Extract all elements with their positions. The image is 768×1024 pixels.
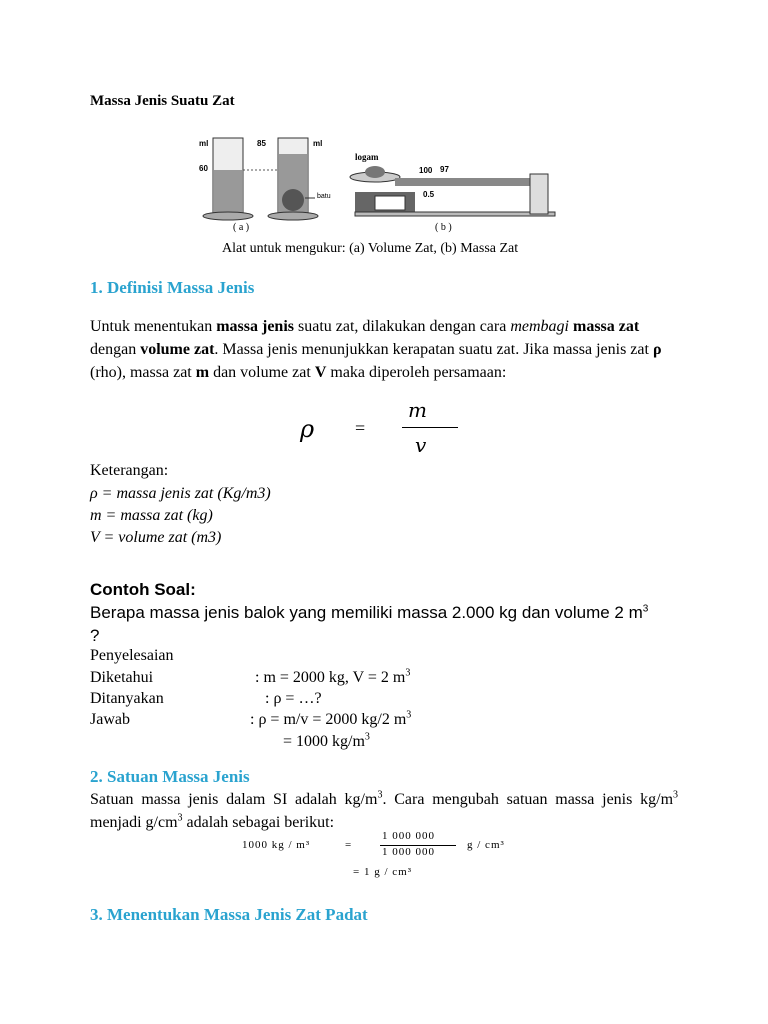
heading-satuan: 2. Satuan Massa Jenis	[90, 767, 250, 786]
label-100: 100	[419, 166, 433, 175]
text: : m = 2000 kg, V = 2 m	[255, 669, 406, 686]
text: Berapa massa jenis balok yang memiliki massa 2.000 kg dan volume 2 m	[90, 603, 643, 622]
keterangan-m: m = massa zat (kg)	[90, 507, 213, 524]
text-italic: membagi	[510, 318, 569, 335]
keterangan-v: V = volume zat (m3)	[90, 529, 222, 546]
keterangan-rho: ρ = massa jenis zat (Kg/m3)	[90, 485, 271, 502]
text: (rho), massa zat	[90, 364, 196, 381]
heading-zat-padat: 3. Menentukan Massa Jenis Zat Padat	[90, 905, 368, 924]
text: menjadi g/cm	[90, 814, 178, 831]
label-ml-2: ml	[313, 139, 323, 148]
figure-illustration	[195, 130, 565, 230]
question-end: ?	[90, 626, 100, 645]
penyelesaian: Penyelesaian	[90, 647, 174, 664]
conv-numerator: 1 000 000	[382, 830, 435, 842]
text-bold: massa jenis	[216, 318, 294, 335]
text: Satuan massa jenis dalam SI adalah kg/m	[90, 791, 378, 808]
heading-contoh-soal: Contoh Soal:	[90, 580, 196, 599]
text: suatu zat, dilakukan dengan cara	[293, 318, 511, 335]
paragraph-satuan	[90, 788, 678, 834]
heading-definisi: 1. Definisi Massa Jenis	[90, 278, 255, 297]
label-batu: batu	[317, 193, 331, 200]
text-bold: m	[195, 364, 210, 381]
sup: 3	[406, 709, 412, 721]
sup: 3	[377, 789, 383, 801]
ditanyakan-value: : ρ = …?	[265, 690, 322, 707]
diketahui-value	[255, 669, 410, 687]
conv-denominator: 1 000 000	[382, 846, 435, 858]
eq-fraction-bar	[402, 427, 458, 428]
label-logam: logam	[355, 152, 379, 162]
conv-equals: =	[345, 839, 353, 851]
figure-measuring-tools	[195, 130, 565, 233]
diketahui-label: Diketahui	[90, 669, 154, 686]
ditanyakan-label: Ditanyakan	[90, 690, 164, 707]
label-97: 97	[440, 165, 449, 174]
keterangan-label: Keterangan:	[90, 462, 169, 479]
eq-numerator: m	[408, 398, 427, 422]
label-a: ( a )	[233, 222, 250, 233]
text: . Cara mengubah satuan massa jenis kg/m	[382, 791, 674, 808]
text-bold: volume zat	[140, 341, 215, 358]
eq-denominator: v	[415, 433, 427, 457]
text: Untuk menentukan	[90, 318, 217, 335]
text: = 1000 kg/m	[283, 733, 365, 750]
text: : ρ = m/v = 2000 kg/2 m	[250, 711, 407, 728]
sup: 3	[177, 812, 183, 824]
text-bold: massa zat	[569, 318, 640, 335]
text: dan volume zat	[209, 364, 315, 381]
question	[90, 603, 648, 623]
text: . Massa jenis menunjukkan kerapatan suatu zat. Jika massa jenis zat	[214, 341, 653, 358]
paragraph-definisi	[90, 315, 678, 384]
conv-result: = 1 g / cm³	[353, 866, 412, 878]
figure-caption: Alat untuk mengukur: (a) Volume Zat, (b) Massa Zat	[222, 241, 519, 256]
text: adalah sebagai berikut:	[182, 814, 335, 831]
jawab-value	[250, 711, 411, 729]
text: dengan	[90, 341, 141, 358]
jawab-label: Jawab	[90, 711, 130, 728]
conv-unit: g / cm³	[467, 839, 505, 851]
sup: 3	[673, 789, 679, 801]
sup: 3	[364, 731, 370, 743]
sup: 3	[642, 603, 649, 615]
label-05: 0.5	[423, 190, 435, 199]
conv-left: 1000 kg / m³	[242, 839, 311, 851]
doc-title: Massa Jenis Suatu Zat	[90, 93, 235, 109]
eq-rho: ρ	[300, 415, 315, 443]
label-b: ( b )	[435, 222, 452, 233]
jawab-result	[283, 733, 370, 751]
text: maka diperoleh persamaan:	[326, 364, 507, 381]
eq-equals: =	[355, 418, 366, 438]
label-ml: ml	[199, 139, 209, 148]
text-bold: ρ	[652, 341, 662, 358]
label-85: 85	[257, 139, 266, 148]
sup: 3	[405, 667, 411, 679]
label-60: 60	[199, 164, 208, 173]
text-bold: V	[314, 364, 327, 381]
